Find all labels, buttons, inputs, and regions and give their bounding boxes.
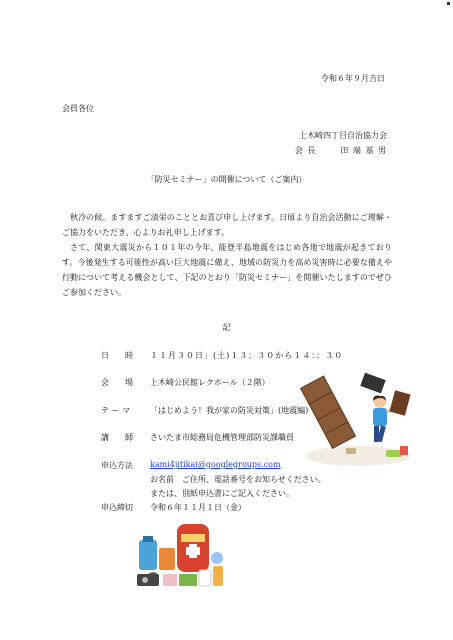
ki-heading: 記 (222, 323, 231, 332)
document-date: 令和６年９月吉日 (321, 74, 385, 83)
organization-name: 上木崎四丁目自治協力会 (299, 131, 387, 140)
falling-shelf (301, 376, 356, 448)
apply-method-line2: または、別紙申込書にご記入ください。 (150, 489, 294, 498)
backpack-stripe (181, 534, 205, 542)
supplies-box (179, 574, 197, 586)
tissue-pack (163, 574, 177, 586)
fallen-box (346, 448, 356, 454)
body-paragraph-2: さて、関東大震災から１０１年の今年、能登半島地震をはじめ各地で地震が起きておりす。今後発生する可能性が高い巨大地震に備え、地域の防災力を高め災害時に必要な備えや行動について考える機会として、下記のとおり「防災セミナー」を開催いたしますのでぜひご参加ください。 (62, 243, 392, 297)
datetime-value: １１月３０日」(土)１３：３０から１４：：３０ (150, 351, 344, 360)
lecturer-value: さいたま市総務局危機管理部防災課職員 (150, 433, 294, 442)
venue-value: 上木崎公民館レクホール（２階） (150, 378, 270, 387)
helmet (211, 552, 223, 564)
apply-method-label: 申込方法 (101, 461, 133, 470)
lecturer-label: 講 師 (101, 433, 133, 442)
earthquake-illustration (300, 368, 412, 468)
theme-value: 「はじめよう！我が家の防災対策」(地震編) (150, 406, 309, 415)
venue-label: 会 場 (101, 378, 133, 387)
water-bottle (139, 540, 157, 570)
datetime-label: 日 時 (101, 351, 133, 360)
recipient: 会員各位 (62, 104, 94, 113)
president-title: 会 長 (294, 146, 317, 155)
falling-tv (360, 373, 385, 394)
document-title: 「防災セミナー」の開催について（ご案内） (146, 175, 307, 184)
president-line (295, 145, 387, 156)
emergency-kit-illustration (133, 518, 225, 590)
apply-email-link[interactable]: kami4jitikai@googlegroups.com (150, 460, 281, 469)
corner-mark (447, 2, 450, 5)
theme-label: テ ー マ (101, 406, 131, 415)
person-shirt (373, 408, 387, 426)
fallen-item (386, 450, 402, 457)
body-paragraph-1: 秋冷の候、ますますご清栄のこととお喜び申し上げます。日頃より自治会活動にご理解・ご協力をいただき、心よりお礼申し上げます。 (62, 213, 392, 237)
food-can (159, 548, 175, 570)
deadline-value: 令和６年１１月１日（金） (150, 503, 246, 512)
body-text (62, 210, 392, 300)
falling-frame (389, 390, 410, 415)
battery-pack (213, 566, 223, 586)
fallen-item-red (400, 446, 408, 455)
toilet-paper (199, 570, 211, 586)
president-name: 田 端 基 男 (340, 146, 387, 155)
deadline-label: 申込締切 (101, 503, 133, 512)
apply-method-line1: お名前 ご住所、電話番号をお知らせください。 (150, 475, 326, 484)
